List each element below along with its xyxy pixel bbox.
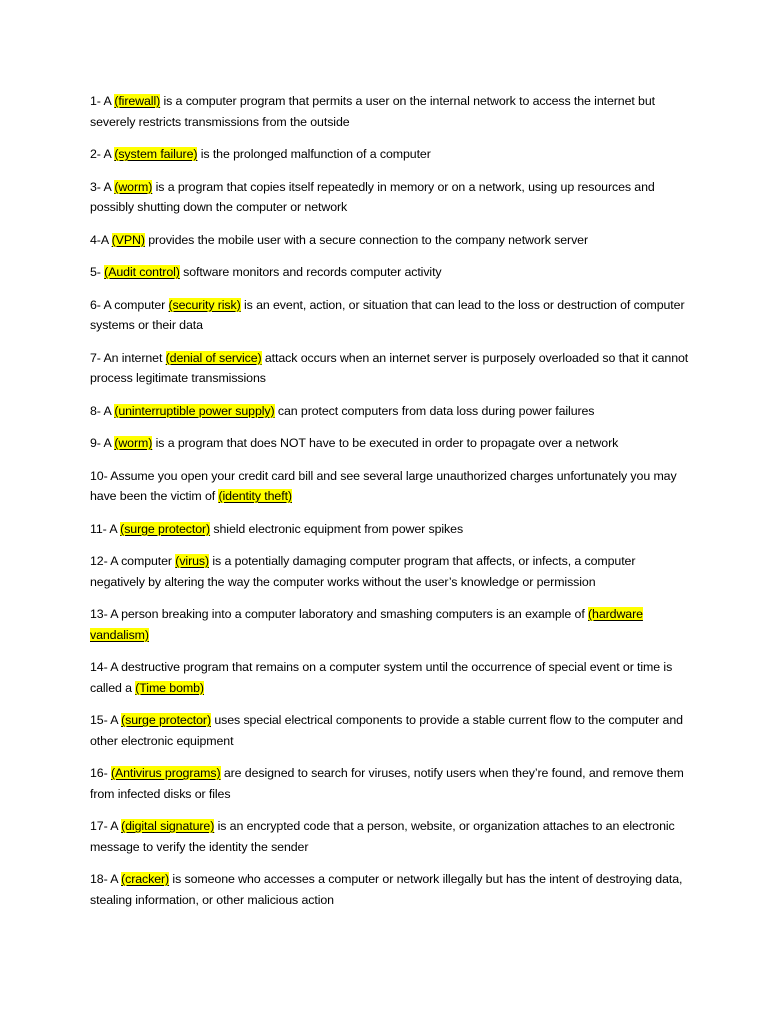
question-item (90, 144, 690, 165)
answer-highlight: (firewall) (114, 94, 161, 108)
question-lead: 8- A (90, 403, 115, 418)
answer-highlight: (identity theft) (218, 489, 292, 503)
question-item (90, 763, 690, 804)
question-lead: 16- (90, 766, 111, 780)
answer-highlight: (denial of service) (165, 350, 262, 365)
answer-highlight: (VPN) (111, 232, 145, 247)
question-rest: software monitors and records computer activity (179, 265, 442, 279)
question-lead: 7- An internet (90, 350, 166, 365)
question-lead: 4-A (90, 232, 112, 247)
answer-highlight: (hardware vandalism) (90, 607, 643, 642)
answer-highlight: (uninterruptible power supply) (114, 403, 275, 418)
question-lead: 12- A computer (90, 554, 176, 568)
question-rest: can protect computers from data loss during power failures (274, 403, 595, 418)
question-rest: is a program that copies itself repeatedly in memory or on a network, using up resources and possibly shutting down the computer or network (90, 179, 655, 214)
question-lead: 9- A (90, 436, 115, 450)
answer-highlight: (Time bomb) (135, 680, 204, 695)
question-item (90, 604, 690, 645)
answer-highlight: (Antivirus programs) (110, 766, 221, 780)
question-lead: 2- A (90, 147, 115, 161)
question-lead: 11- A (90, 521, 121, 536)
answer-highlight: (digital signature) (121, 819, 215, 833)
question-rest: is a computer program that permits a user on the internal network to access the internet but severely restricts transmissions from the outside (90, 94, 655, 129)
answer-highlight: (virus) (175, 554, 210, 568)
question-item (90, 230, 690, 251)
question-item (90, 657, 690, 698)
question-lead: 13- A person breaking into a computer laboratory and smashing computers is an example of (90, 607, 589, 621)
answer-highlight: (surge protector) (120, 521, 211, 536)
question-rest: is a program that does NOT have to be executed in order to propagate over a network (152, 436, 619, 450)
question-rest: is an encrypted code that a person, website, or organization attaches to an electronic message to verify the identity the sender (90, 819, 675, 854)
question-rest: is the prolonged malfunction of a computer (197, 147, 431, 161)
question-rest: shield electronic equipment from power spikes (210, 521, 464, 536)
question-item (90, 816, 690, 857)
question-rest: is a potentially damaging computer program that affects, or infects, a computer negatively by altering the way the computer works without the user’s knowledge or permission (90, 554, 636, 589)
question-item (90, 466, 690, 507)
question-rest: attack occurs when an internet server is purposely overloaded so that it cannot process legitimate transmissions (90, 350, 689, 385)
question-rest: is someone who accesses a computer or network illegally but has the intent of destroying data, stealing information, or other malicious action (90, 872, 683, 907)
question-item (90, 710, 690, 751)
question-item (90, 401, 690, 422)
question-lead: 15- A (90, 713, 122, 727)
answer-highlight: (worm) (114, 179, 153, 194)
question-item (90, 295, 690, 336)
question-rest: uses special electrical components to provide a stable current flow to the computer and other electronic equipment (90, 713, 683, 748)
question-item (90, 262, 690, 283)
question-rest: is an event, action, or situation that can lead to the loss or destruction of computer systems or their data (90, 297, 685, 332)
question-rest: are designed to search for viruses, notify users when they’re found, and remove them from infected disks or files (90, 766, 684, 801)
question-item (90, 348, 690, 389)
answer-highlight: (security risk) (168, 297, 241, 312)
question-item (90, 177, 690, 218)
question-lead: 18- A (90, 872, 122, 886)
question-item (90, 551, 690, 592)
question-item (90, 433, 690, 454)
question-lead: 17- A (90, 819, 122, 833)
question-lead: 6- A computer (90, 297, 169, 312)
answer-highlight: (system failure) (114, 147, 198, 161)
question-lead: 14- A destructive program that remains on a computer system until the occurrence of special event or time is called a (90, 660, 673, 695)
question-rest: provides the mobile user with a secure connection to the company network server (144, 232, 588, 247)
question-item (90, 869, 690, 910)
question-item (90, 519, 690, 540)
question-lead: 10- Assume you open your credit card bill and see several large unauthorized charges unfortunately you may have been the victim of (90, 468, 677, 503)
question-lead: 1- A (90, 94, 115, 108)
answer-highlight: (cracker) (121, 872, 170, 886)
question-lead: 5- (90, 265, 105, 279)
answer-highlight: (surge protector) (121, 713, 211, 727)
question-lead: 3- A (90, 179, 115, 194)
question-list (90, 91, 690, 922)
answer-highlight: (worm) (114, 436, 153, 450)
question-item (90, 91, 690, 132)
answer-highlight: (Audit control) (104, 265, 180, 279)
